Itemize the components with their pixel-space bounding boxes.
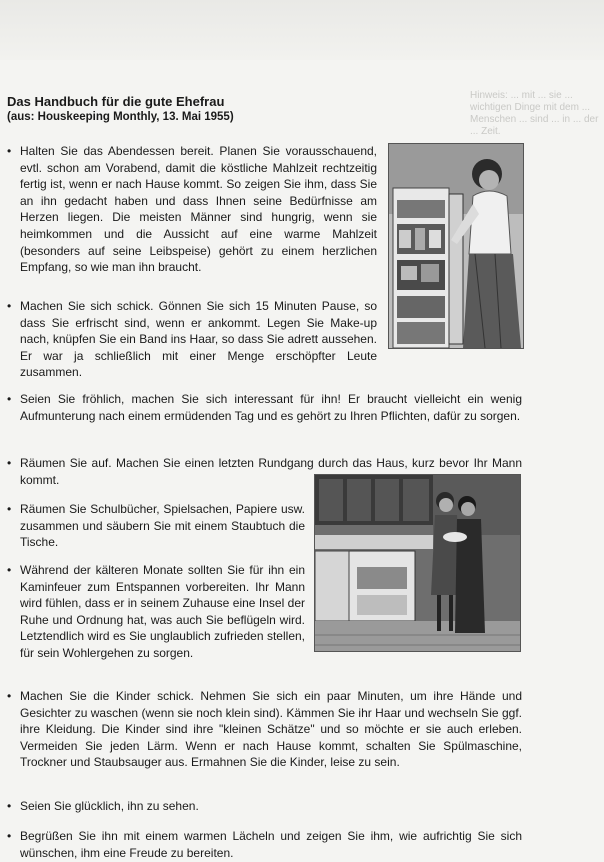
bullet-marker: • — [7, 392, 12, 406]
list-item — [7, 143, 377, 276]
photo-couple-in-kitchen — [314, 474, 521, 652]
kitchen-scene-image — [315, 475, 520, 651]
bullet-marker: • — [7, 799, 12, 813]
photo-woman-at-refrigerator — [388, 143, 524, 349]
list-item-text: Halten Sie das Abendessen bereit. Planen Sie vorausschauend, evtl. schon am Vorabend, damit die köstliche Mahlzeit rechtzeitig fertig ist, wenn er nach Hause kommt. So zeigen Sie ihm, dass Sie an ihn gedacht haben und dass Ihnen seine Bedürfnisse am Herzen liegen. Die meisten Männer sind hungrig, wenn sie heimkommen und die Aussicht auf eine warme Mahlzeit (besonders auf seine Leibspeise) gehört zu einem herzlichen Empfang, so wie man ihn braucht. — [20, 144, 377, 275]
bullet-marker: • — [7, 299, 12, 313]
list-item-text: Seien Sie glücklich, ihn zu sehen. — [20, 799, 199, 813]
list-item — [7, 391, 522, 424]
list-item — [7, 798, 522, 815]
document-title: Das Handbuch für die gute Ehefrau — [7, 94, 225, 109]
bullet-marker: • — [7, 502, 12, 516]
bullet-marker: • — [7, 144, 12, 158]
list-item-text: Räumen Sie auf. Machen Sie einen letzten Rundgang durch das Haus, kurz bevor Ihr Mann kommt. — [20, 456, 522, 487]
bullet-marker: • — [7, 456, 12, 470]
list-item-text: Begrüßen Sie ihn mit einem warmen Lächeln und zeigen Sie ihm, wie aufrichtig Sie sich wünschen, ihm eine Freude zu bereiten. — [20, 829, 522, 860]
refrigerator-scene-image — [389, 144, 523, 348]
list-item — [7, 828, 522, 861]
list-item — [7, 298, 377, 381]
list-item — [7, 562, 305, 662]
list-item-text: Räumen Sie Schulbücher, Spielsachen, Papiere usw. zusammen und säubern Sie mit einem Staubtuch die Tische. — [20, 502, 305, 550]
list-item — [7, 688, 522, 771]
list-item-text: Seien Sie fröhlich, machen Sie sich interessant für ihn! Er braucht vielleicht ein wenig Aufmunterung nach einem ermüdenden Tag und es gehört zu Ihren Pflichten, dafür zu sorgen. — [20, 392, 522, 423]
document-subtitle: (aus: Houskeeping Monthly, 13. Mai 1955) — [7, 111, 234, 123]
list-item-text: Machen Sie sich schick. Gönnen Sie sich 15 Minuten Pause, so dass Sie erfrischt sind, wenn er ankommt. Legen Sie Make-up nach, knüpfen Sie ein Band ins Haar, so dass Sie adrett aussehen. Er war ja schließlich mit einer Menge erschöpfter Leute zusammen. — [20, 299, 377, 380]
list-item-text: Machen Sie die Kinder schick. Nehmen Sie sich ein paar Minuten, um ihre Hände und Gesichter zu waschen (wenn sie noch klein sind). Kämmen Sie ihr Haar und wechseln Sie ggf. ihre Kleidung. Die Kinder sind ihre "kleinen Schätze" und so möchte er sie auch erleben. Vermeiden Sie jeden Lärm. Wenn er nach Hause kommt, schalten Sie Spülmaschine, Trockner und Staubsauger aus. Ermahnen Sie die Kinder, leise zu sein. — [20, 689, 522, 770]
bleed-through-text: Hinweis: ... mit ... sie ... wichtigen Dinge mit dem ... Menschen ... sind ... in ... der ... Zeit. — [470, 90, 599, 137]
bullet-marker: • — [7, 829, 12, 843]
paper-fold-shadow — [0, 0, 604, 60]
bullet-marker: • — [7, 563, 12, 577]
list-item-text: Während der kälteren Monate sollten Sie für ihn ein Kaminfeuer zum Entspannen vorbereiten. Ihr Mann wird fühlen, dass er in seinem Zuhause eine Insel der Ruhe und Ordnung hat, was auch Sie beflügeln wird. Letztendlich wird es Sie unglaublich zufrieden stellen, für sein Wohlergehen zu sorgen. — [20, 563, 305, 660]
list-item — [7, 501, 305, 551]
bullet-marker: • — [7, 689, 12, 703]
